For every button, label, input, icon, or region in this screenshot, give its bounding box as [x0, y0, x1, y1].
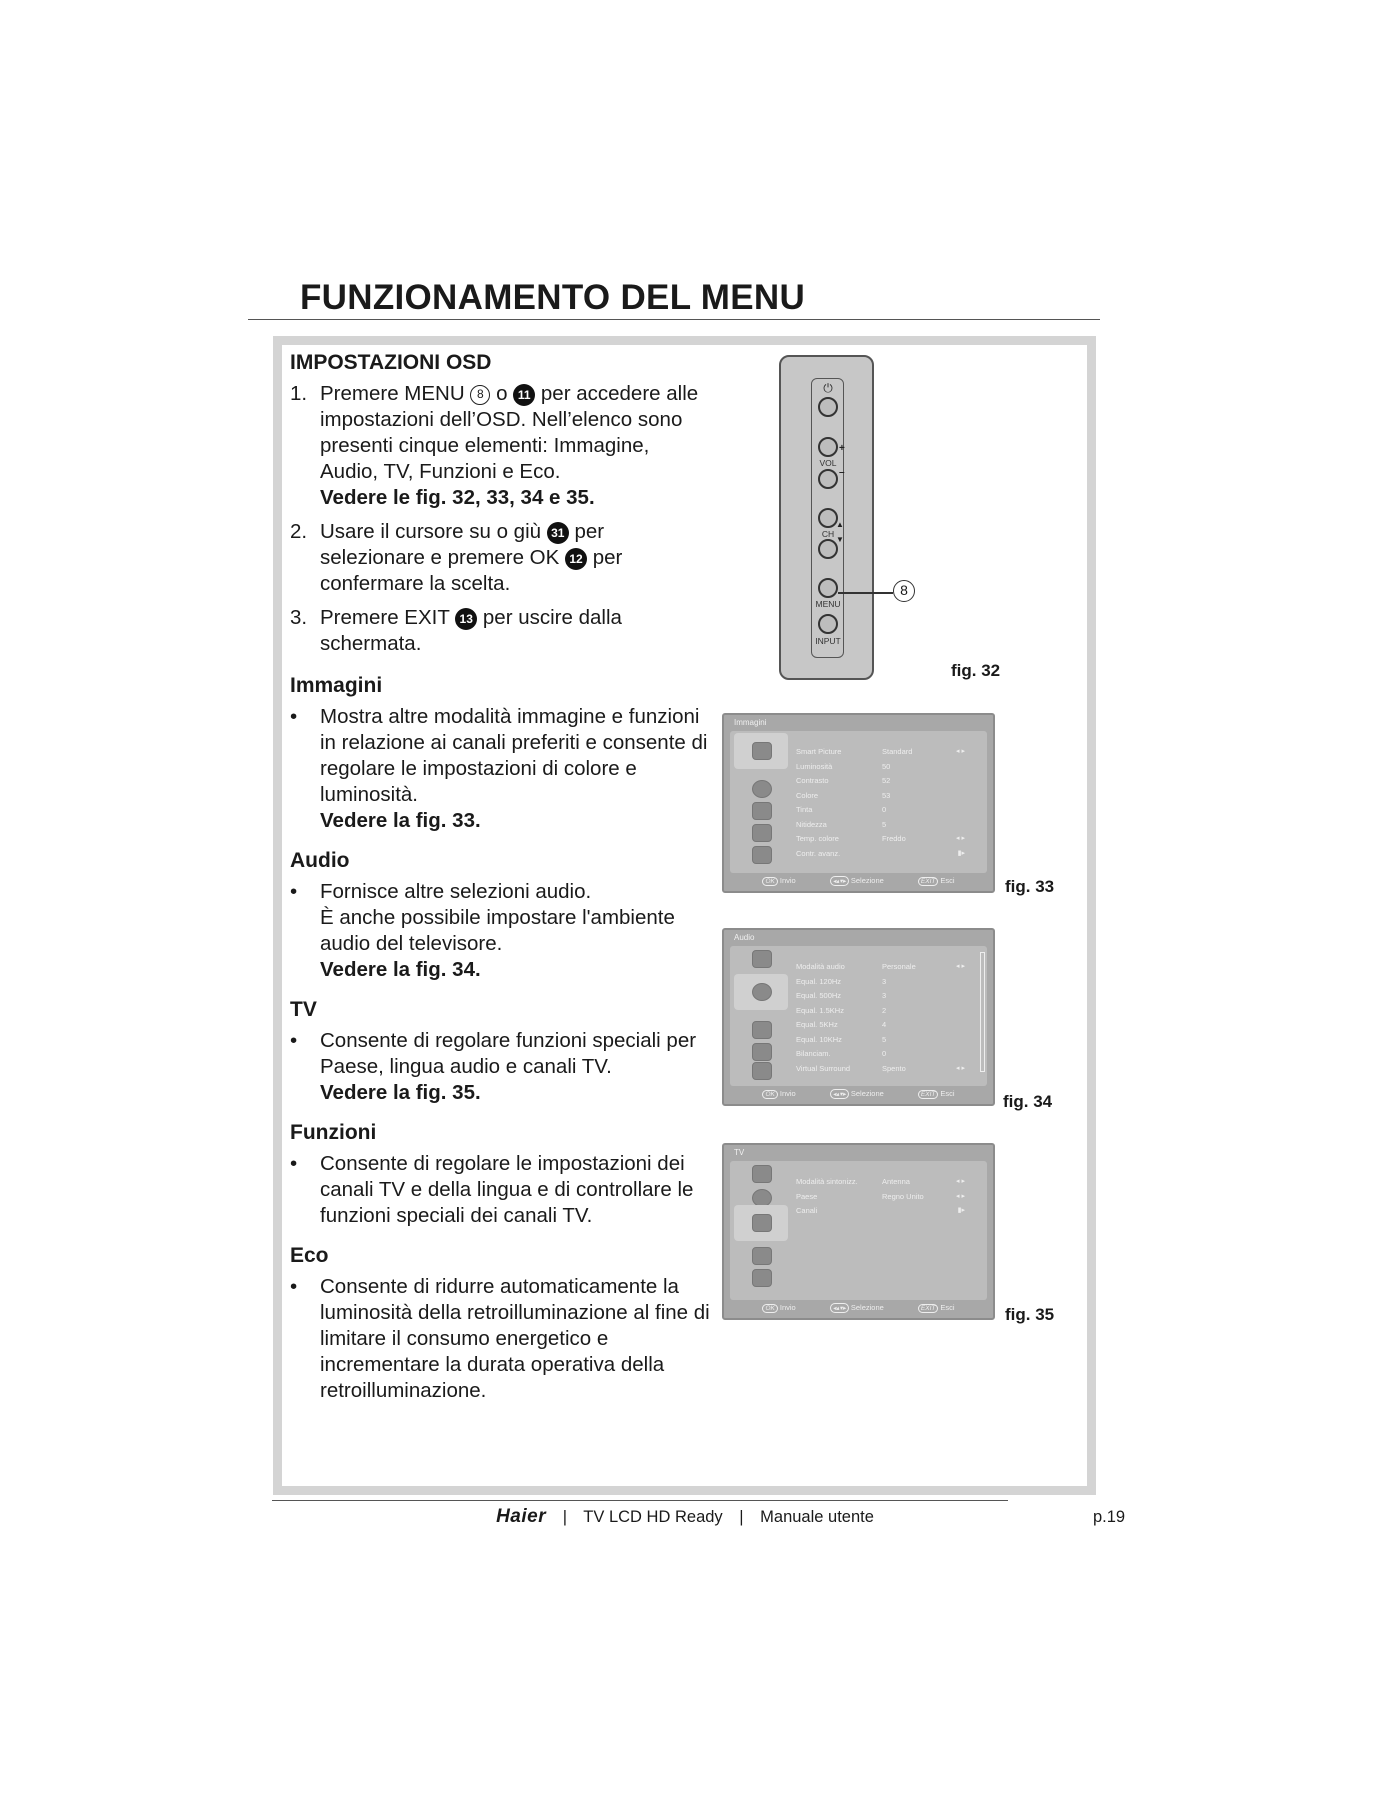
bullet-text: Consente di regolare funzioni speciali per Paese, lingua audio e canali TV.	[320, 1029, 697, 1078]
fig-ref: Vedere la fig. 33.	[320, 809, 481, 832]
fig-ref: Vedere la fig. 35.	[320, 1081, 481, 1104]
osd-footer: OK Invio ◂▴▾▸ Selezione EXIT Esci	[724, 876, 993, 889]
vol-up-button	[818, 437, 838, 457]
osd-row: Equal. 120Hz 3	[796, 976, 887, 986]
input-label: INPUT	[815, 636, 841, 646]
osd-row: Bilanciam. 0	[796, 1049, 887, 1058]
bullet-mark: •	[290, 1275, 298, 1298]
button-strip	[811, 378, 844, 658]
bullet-text: Fornisce altre selezioni audio.	[320, 880, 592, 903]
step-text: o	[496, 382, 508, 405]
osd-screen-immagini	[722, 713, 995, 893]
power-icon: ⏻	[823, 381, 833, 395]
plus-icon: +	[839, 443, 845, 454]
osd-title: Audio	[734, 933, 755, 942]
fig-32-caption: fig. 32	[951, 661, 1001, 680]
step-1	[290, 381, 710, 511]
osd-panel	[730, 946, 987, 1086]
osd-footer: OK Invio ◂▴▾▸ Selezione EXIT Esci	[724, 1303, 993, 1316]
heading-immagini: Immagini	[290, 674, 383, 697]
step-text: per confermare la scelta.	[320, 546, 623, 595]
osd-icon-column	[730, 731, 788, 873]
callout-line	[838, 592, 893, 594]
footer-product: TV LCD HD Ready	[583, 1508, 723, 1526]
ref-menu-icon: 8	[470, 385, 490, 405]
osd-row: Virtual Surround Spento ◂ ▸	[796, 1063, 965, 1073]
bullet-tv	[290, 1028, 710, 1106]
osd-row: Temp. colore Freddo ◂ ▸	[796, 834, 965, 843]
vol-label: VOL	[819, 458, 837, 468]
bullet-mark: •	[290, 880, 298, 903]
ref-cursor-icon: 31	[547, 522, 569, 544]
osd-title: Immagini	[734, 718, 767, 727]
step-text: Usare il cursore su o giù	[320, 520, 542, 543]
osd-row: Contr. avanz. ▮▸	[796, 848, 965, 858]
bullet-text: Consente di regolare le impostazioni dei canali TV e della lingua e di controllare le funzioni speciali dei canali TV.	[320, 1152, 694, 1227]
footer-separator: |	[739, 1508, 744, 1526]
bullet-text: È anche possibile impostare l'ambiente audio del televisore.	[320, 906, 675, 955]
heading-audio: Audio	[290, 849, 350, 872]
page-footer	[300, 1506, 1070, 1528]
bullet-funzioni	[290, 1151, 710, 1229]
down-arrow-icon: ▼	[836, 535, 844, 544]
osd-row: Contrasto 52	[796, 776, 891, 785]
bullet-mark: •	[290, 1029, 298, 1052]
osd-row: Modalità sintonizz. Antenna ◂ ▸	[796, 1177, 965, 1186]
step-text: per selezionare e premere OK	[320, 520, 605, 569]
osd-row: Nitidezza 5	[796, 819, 887, 829]
ch-up-button	[818, 508, 838, 528]
osd-screen-audio	[722, 928, 995, 1106]
step-number: 2.	[290, 520, 308, 543]
tv-tab-icon	[734, 1205, 788, 1241]
osd-row: Smart Picture Standard ◂ ▸	[796, 747, 965, 756]
ref-exit-icon: 13	[455, 608, 477, 630]
fig-34-caption: fig. 34	[1003, 1092, 1053, 1111]
footer-divider	[272, 1500, 1008, 1501]
fig-33-caption: fig. 33	[1005, 877, 1055, 896]
heading-eco: Eco	[290, 1244, 329, 1267]
bullet-eco	[290, 1274, 710, 1404]
page-number: p.19	[1093, 1508, 1126, 1526]
ref-ok-icon: 12	[565, 548, 587, 570]
bullet-mark: •	[290, 1152, 298, 1175]
page-title: FUNZIONAMENTO DEL MENU	[300, 278, 806, 317]
footer-separator: |	[562, 1508, 567, 1526]
osd-icon-column	[730, 1161, 788, 1300]
footer-manual: Manuale utente	[760, 1508, 874, 1526]
bullet-text: Mostra altre modalità immagine e funzioni in relazione ai canali preferiti e consente di regolare le impostazioni di colore e luminosità.	[320, 705, 708, 806]
osd-row: Colore 53	[796, 790, 891, 800]
heading-tv: TV	[290, 998, 317, 1021]
heading-funzioni: Funzioni	[290, 1121, 377, 1144]
osd-row: Equal. 10KHz 5	[796, 1034, 887, 1044]
tv-side-panel	[779, 355, 874, 680]
menu-button	[818, 578, 838, 598]
step-2	[290, 519, 710, 597]
minus-icon: –	[839, 467, 845, 478]
eco-tab-icon	[734, 837, 788, 873]
osd-row: Paese Regno Unito ◂ ▸	[796, 1191, 965, 1201]
audio-tab-icon	[734, 974, 788, 1010]
step-number: 3.	[290, 606, 308, 629]
osd-row: Canali ▮▸	[796, 1206, 965, 1215]
osd-list	[796, 956, 979, 1082]
brand-logo: Haier	[496, 1506, 547, 1527]
heading-osd: IMPOSTAZIONI OSD	[290, 351, 492, 374]
osd-icon-column	[730, 946, 788, 1086]
step-text: per accedere alle impostazioni dell’OSD. Nell’elenco sono presenti cinque elementi: Immagine, Audio, TV, Funzioni e Eco.	[320, 382, 699, 483]
bullet-mark: •	[290, 705, 298, 728]
ref-remote-icon: 11	[513, 384, 535, 406]
osd-panel	[730, 1161, 987, 1300]
eco-tab-icon	[734, 1056, 788, 1092]
step-3	[290, 605, 710, 657]
fig-35-caption: fig. 35	[1005, 1305, 1055, 1324]
picture-tab-icon	[734, 733, 788, 769]
osd-row: Equal. 5KHz 4	[796, 1020, 887, 1029]
osd-title: TV	[734, 1148, 745, 1157]
osd-row: Equal. 1.5KHz 2	[796, 1005, 887, 1015]
title-divider	[248, 319, 1100, 320]
osd-row: Modalità audio Personale ◂ ▸	[796, 962, 965, 971]
up-arrow-icon: ▲	[836, 520, 844, 529]
osd-scrollbar	[980, 952, 985, 1072]
bullet-audio	[290, 879, 710, 983]
callout-8-icon: 8	[893, 580, 915, 602]
fig-ref: Vedere la fig. 34.	[320, 958, 481, 981]
osd-screen-tv	[722, 1143, 995, 1320]
bullet-immagini	[290, 704, 710, 834]
text-column	[290, 348, 710, 1412]
osd-row: Equal. 500Hz 3	[796, 991, 887, 1000]
step-fig-ref: Vedere le fig. 32, 33, 34 e 35.	[320, 486, 595, 509]
ch-down-button	[818, 539, 838, 559]
step-text: Premere EXIT	[320, 606, 450, 629]
eco-tab-icon	[734, 1265, 788, 1301]
step-number: 1.	[290, 382, 308, 405]
osd-footer: OK Invio ◂▴▾▸ Selezione EXIT Esci	[724, 1089, 993, 1102]
osd-list	[796, 1171, 979, 1296]
power-button	[818, 397, 838, 417]
vol-down-button	[818, 469, 838, 489]
ch-label: CH	[821, 529, 835, 539]
bullet-text: Consente di ridurre automaticamente la luminosità della retroilluminazione al fine di limitare il consumo energetico e incrementare la durata operativa della retroilluminazione.	[320, 1275, 710, 1402]
menu-label: MENU	[815, 599, 841, 609]
input-button	[818, 614, 838, 634]
osd-row: Tinta 0	[796, 805, 887, 814]
step-text: Premere MENU	[320, 382, 465, 405]
osd-row: Luminosità 50	[796, 761, 891, 771]
osd-panel	[730, 731, 987, 873]
osd-list	[796, 741, 979, 869]
step-text: per uscire dalla schermata.	[320, 606, 622, 655]
